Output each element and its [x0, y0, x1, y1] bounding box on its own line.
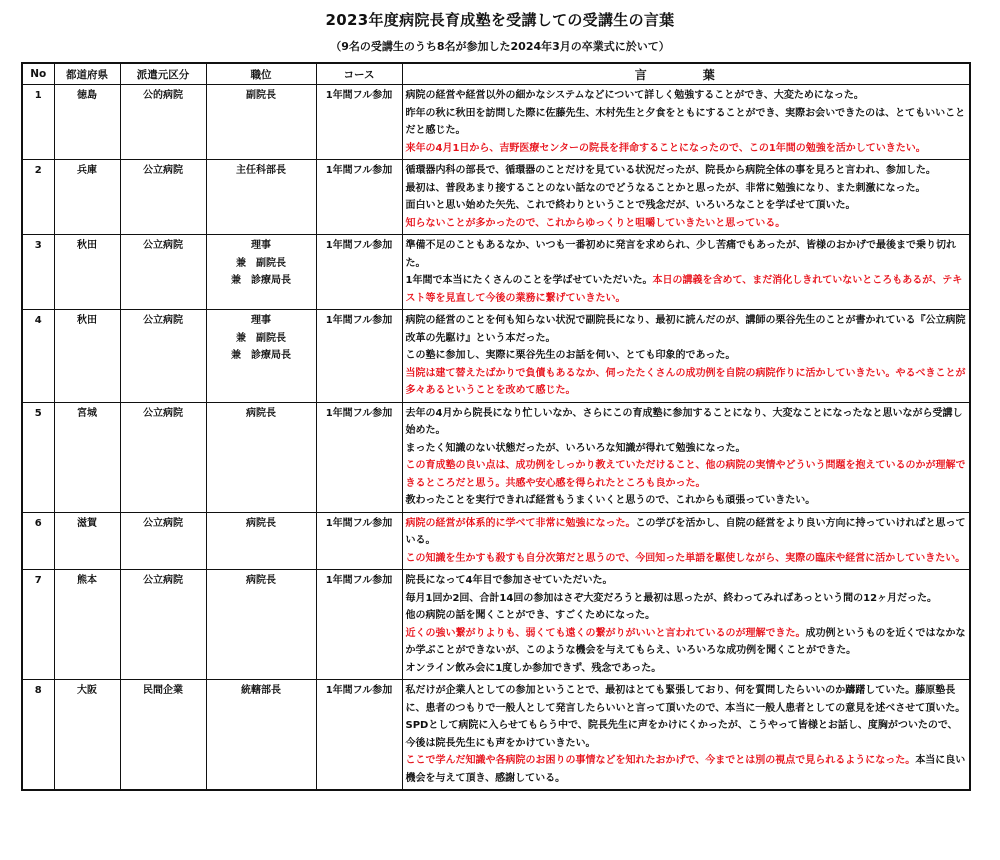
header-no: No [22, 63, 54, 85]
row-prefecture: 宮城 [54, 402, 120, 512]
comment-line [406, 752, 967, 787]
header-prefecture: 都道府県 [54, 63, 120, 85]
comment-line [406, 590, 967, 608]
table-row [22, 85, 970, 160]
row-course: 1年間フル参加 [316, 160, 402, 235]
comment-line [406, 625, 967, 660]
row-category: 民間企業 [120, 680, 206, 791]
comments-table [21, 62, 971, 791]
comment-text: この塾に参加し、実際に栗谷先生のお話を伺い、とても印象的であった。 [405, 350, 736, 361]
row-comment [402, 160, 970, 235]
row-prefecture: 熊本 [54, 570, 120, 680]
comment-text: 準備不足のこともあるなか、いつも一番初めに発言を求められ、少し苦痛でもあったが、皆様のおかげで最後まで乗り切れた。 [405, 240, 956, 269]
row-position: 副院長 [206, 85, 316, 160]
row-no: 6 [22, 512, 54, 570]
row-comment [402, 85, 970, 160]
comment-line [406, 365, 967, 400]
row-prefecture: 秋田 [54, 235, 120, 310]
row-category: 公立病院 [120, 570, 206, 680]
highlighted-comment-text: 知らないことが多かったので、これからゆっくりと咀嚼していきたいと思っている。 [405, 217, 786, 229]
row-prefecture: 兵庫 [54, 160, 120, 235]
row-comment [402, 402, 970, 512]
comment-text: 病院の経営や経営以外の細かなシステムなどについて詳しく勉強することができ、大変ためになった。 [405, 90, 864, 101]
comment-line [406, 660, 967, 678]
comment-text: 私だけが企業人としての参加ということで、最初はとても緊張しており、何を質問したらいいのか躊躇していた。藤原塾長に、患者のつもりで一般人として発言したらいいと言って頂いたので、本当に一般人患者としての意見を述べさせて頂いた。 [405, 685, 966, 714]
header-position: 職位 [206, 63, 316, 85]
comment-line [406, 682, 967, 717]
comment-text: まったく知識のない状態だったが、いろいろな知識が得れて勉強になった。 [405, 442, 746, 454]
highlighted-comment-text: 来年の4月1日から、吉野医療センターの院長を拝命することになったので、この1年間の勉強を活かしていきたい。 [405, 142, 926, 154]
comment-text: 他の病院の話を聞くことができ、すごくためになった。 [405, 610, 656, 621]
row-prefecture: 滋賀 [54, 512, 120, 570]
row-course: 1年間フル参加 [316, 310, 402, 403]
highlighted-comment-text: 近くの強い繋がりよりも、弱くても遠くの繋がりがいいと言われているのが理解できた。 [405, 627, 806, 639]
comment-text: 教わったことを実行できれば経営もうまくいくと思うので、これからも頑張っていきたい。 [405, 495, 816, 506]
comment-text: 昨年の秋に秋田を訪問した際に佐藤先生、木村先生と夕食をともにすることができ、実際お会いできたのは、とてもいいことだと感じた。 [405, 107, 966, 136]
row-prefecture: 秋田 [54, 310, 120, 403]
row-category: 公立病院 [120, 310, 206, 403]
row-no: 2 [22, 160, 54, 235]
comment-line [406, 215, 967, 233]
row-course: 1年間フル参加 [316, 570, 402, 680]
header-course: コース [316, 63, 402, 85]
row-no: 8 [22, 680, 54, 791]
comment-line [406, 572, 967, 590]
row-comment [402, 310, 970, 403]
comment-line [406, 347, 967, 365]
comment-text: オンライン飲み会に1度しか参加できず、残念であった。 [405, 662, 662, 674]
comment-line [406, 550, 967, 568]
comment-text: 院長になって4年目で参加させていただいた。 [405, 575, 613, 586]
row-category: 公的病院 [120, 85, 206, 160]
table-row [22, 512, 970, 570]
comment-line [406, 717, 967, 752]
table-row [22, 235, 970, 310]
comment-line [406, 87, 967, 105]
highlighted-comment-text: この知識を生かすも殺すも自分次第だと思うので、今回知った単語を駆使しながら、実際の臨床や経営に活かしていきたい。 [405, 552, 966, 564]
comment-line [406, 272, 967, 307]
highlighted-comment-text: 当院は建て替えたばかりで負債もあるなか、伺ったたくさんの成功例を自院の病院作りに活かしていきたい。やるべきことが多々あるということを改めて感じた。 [405, 367, 966, 396]
comment-text: 循環器内科の部長で、循環器のことだけを見ている状況だったが、院長から病院全体の事を見ろと言われ、参加した。 [405, 165, 936, 176]
row-comment [402, 512, 970, 570]
comment-line [406, 312, 967, 347]
comment-text: SPDとして病院に入らせてもらう中で、院長先生に声をかけにくかったが、こうやって皆様とお話し、度胸がついたので、今後は院長先生にも声をかけていきたい。 [405, 720, 958, 749]
row-position: 理事 兼 副院長 兼 診療局長 [206, 235, 316, 310]
comment-line [406, 140, 967, 158]
comment-line [406, 105, 967, 140]
comment-line [406, 457, 967, 492]
comment-line [406, 607, 967, 625]
row-course: 1年間フル参加 [316, 402, 402, 512]
row-position: 主任科部長 [206, 160, 316, 235]
comment-text: 病院の経営のことを何も知らない状況で副院長になり、最初に読んだのが、講師の栗谷先生のことが書かれている『公立病院改革の先駆け』という本だった。 [405, 315, 966, 344]
row-course: 1年間フル参加 [316, 85, 402, 160]
highlighted-comment-text: ここで学んだ知識や各病院のお困りの事情などを知れたおかげで、今までとは別の視点で見られるようになった。 [405, 755, 916, 766]
comment-text: 面白いと思い始めた矢先、これで終わりということで残念だが、いろいろなことを学ばせて頂いた。 [405, 200, 856, 211]
highlighted-comment-text: 病院の経営が体系的に学べて非常に勉強になった。 [405, 517, 636, 529]
row-position: 病院長 [206, 512, 316, 570]
row-no: 5 [22, 402, 54, 512]
comment-line [406, 162, 967, 180]
table-row [22, 680, 970, 791]
row-prefecture: 大阪 [54, 680, 120, 791]
row-course: 1年間フル参加 [316, 512, 402, 570]
row-prefecture: 徳島 [54, 85, 120, 160]
page-title: 2023年度病院長育成塾を受講しての受講生の言葉 [325, 11, 675, 29]
row-category: 公立病院 [120, 235, 206, 310]
comment-text: 最初は、普段あまり接することのない話なのでどうなることかと思ったが、非常に勉強になり、また刺激になった。 [405, 182, 926, 194]
table-row [22, 310, 970, 403]
comment-line [406, 180, 967, 198]
header-category: 派遣元区分 [120, 63, 206, 85]
table-header-row [22, 63, 970, 85]
row-comment [402, 680, 970, 791]
row-no: 7 [22, 570, 54, 680]
row-position: 病院長 [206, 570, 316, 680]
header-comment: 言 葉 [402, 63, 970, 85]
row-position: 理事 兼 副院長 兼 診療局長 [206, 310, 316, 403]
comment-line [406, 515, 967, 550]
comment-text: 1年間で本当にたくさんのことを学ばせていただいた。 [405, 275, 653, 286]
table-row [22, 402, 970, 512]
page-subtitle: （9名の受講生のうち8名が参加した2024年3月の卒業式に於いて） [330, 40, 670, 53]
row-no: 3 [22, 235, 54, 310]
row-category: 公立病院 [120, 512, 206, 570]
highlighted-comment-text: 本日の講義を含めて、まだ消化しきれていないところもあるが、テキスト等を見直して今後の業務に繋げていきたい。 [405, 275, 963, 304]
comment-line [406, 492, 967, 510]
row-course: 1年間フル参加 [316, 235, 402, 310]
row-position: 病院長 [206, 402, 316, 512]
comment-text: 成功例というものを近くではなかなか学ぶことができないが、このような機会を与えてもらえ、いろいろな成功例を聞くことができた。 [405, 627, 966, 656]
row-category: 公立病院 [120, 402, 206, 512]
table-row [22, 160, 970, 235]
comment-text: 毎月1回か2回、合計14回の参加はさぞ大変だろうと最初は思ったが、終わってみればあっという間の12ヶ月だった。 [405, 592, 938, 604]
row-comment [402, 235, 970, 310]
comment-text: この学びを活かし、自院の経営をより良い方向に持っていければと思っている。 [405, 517, 966, 546]
row-no: 1 [22, 85, 54, 160]
comment-line [406, 405, 967, 440]
row-course: 1年間フル参加 [316, 680, 402, 791]
row-no: 4 [22, 310, 54, 403]
comment-line [406, 197, 967, 215]
row-comment [402, 570, 970, 680]
table-row [22, 570, 970, 680]
row-position: 統轄部長 [206, 680, 316, 791]
row-category: 公立病院 [120, 160, 206, 235]
comment-line [406, 237, 967, 272]
highlighted-comment-text: この育成塾の良い点は、成功例をしっかり教えていただけること、他の病院の実情やどういう問題を抱えているのかが理解できるところだと思う。共感や安心感を得られたところも良かった。 [405, 460, 966, 489]
comment-text: 去年の4月から院長になり忙しいなか、さらにこの育成塾に参加することになり、大変なことになったなと思いながら受講し始めた。 [405, 407, 963, 436]
comment-line [406, 440, 967, 458]
comment-text: 本当に良い機会を与えて頂き、感謝している。 [405, 755, 966, 784]
